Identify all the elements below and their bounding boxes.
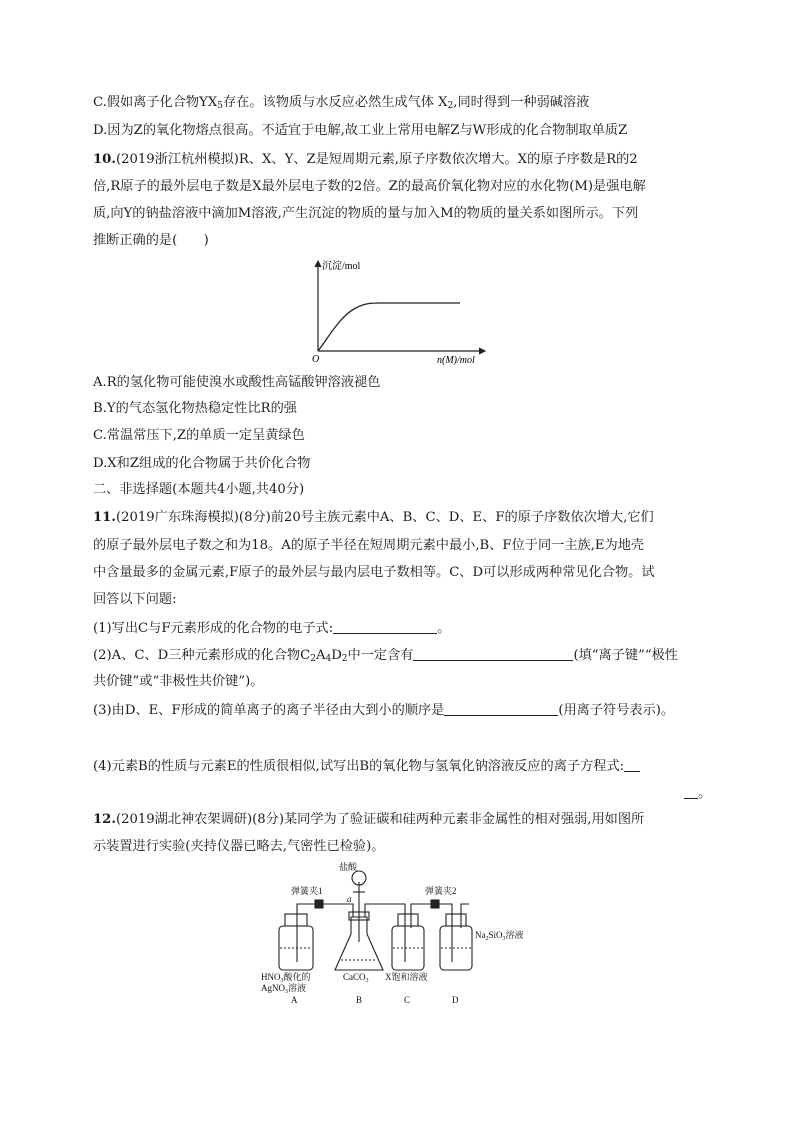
- letter-d: D: [452, 995, 459, 1005]
- q11-part-2-text-2: 中一定含有: [347, 648, 414, 663]
- formula-part: D: [331, 648, 342, 663]
- q10-line-4: 推断正确的是( ): [93, 233, 209, 248]
- subscript: 2: [310, 654, 316, 664]
- q10-line-2: 倍,R原子的最外层电子数是X最外层电子数的2倍。Z的最高价氧化物对应的水化物(M)是强电解: [93, 179, 646, 194]
- graph-xlabel: n(M)/mol: [437, 355, 475, 366]
- subscript: 5: [217, 101, 223, 111]
- q11-part-2-line-2: 共价键”或“非极性共价键”)。: [93, 674, 264, 689]
- answer-blank[interactable]: [624, 757, 640, 772]
- tube-d-vent: [461, 904, 469, 914]
- punct: 。: [698, 786, 712, 801]
- option-c-text-1: C.假如离子化合物YX: [93, 95, 218, 110]
- q11-part-3: [93, 701, 674, 720]
- label-bottle-c: X饱和溶液: [385, 972, 428, 982]
- label-bottle-a-1: $HNO_3$酸化的: [261, 972, 311, 984]
- q11-line-4: 回答以下问题:: [93, 592, 177, 607]
- q12-line-2: 示装置进行实验(夹持仪器已略去,气密性已检验)。: [93, 839, 385, 854]
- precipitate-graph: [300, 255, 500, 367]
- q10-line-3: 质,向Y的钠盐溶液中滴加M溶液,产生沉淀的物质的量与加入M的物质的量关系如图所示。下列: [93, 206, 639, 221]
- subscript: 4: [325, 654, 332, 664]
- bottle-a-stopper: [285, 914, 307, 926]
- bottle-d: [440, 926, 472, 970]
- question-number: 12.: [93, 812, 116, 827]
- tube-a-b: [297, 904, 353, 917]
- q11-part-3-text-2: (用离子符号表示)。: [558, 703, 675, 718]
- answer-blank[interactable]: [444, 701, 558, 716]
- q11-line-1: [93, 509, 654, 527]
- graph-ylabel: 沉淀/mol: [322, 261, 361, 272]
- q12-text: (2019湖北神农架调研)(8分)某同学为了验证碳和硅两种元素非金属性的相对强弱,用如图所: [115, 812, 645, 827]
- label-clamp-1: 弹簧夹1: [291, 886, 323, 896]
- letter-a: A: [291, 995, 298, 1005]
- q11-text: (2019广东珠海模拟)(8分)前20号主族元素中A、B、C、D、E、F的原子序数依次增大,它们: [115, 510, 654, 525]
- letter-c: C: [404, 995, 411, 1005]
- bottle-c-stopper: [398, 914, 418, 926]
- label-flask-b: CaCO$_3$: [343, 972, 369, 984]
- q11-part-1-text: (1)写出C与F元素形成的化合物的电子式:: [93, 621, 334, 636]
- option-c-text-3: ,同时得到一种弱碱溶液: [453, 95, 590, 110]
- q11-part-3-text: (3)由D、E、F形成的简单离子的离子半径由大到小的顺序是: [93, 703, 445, 718]
- q10-line-1: [93, 151, 638, 169]
- q11-part-4: [93, 757, 640, 776]
- q12-line-1: [93, 811, 644, 829]
- section-heading: 二、非选择题(本题共4小题,共40分): [93, 482, 305, 497]
- clamp-2: [431, 900, 439, 908]
- answer-blank[interactable]: [413, 646, 573, 661]
- subscript: 2: [447, 101, 454, 111]
- bottle-c: [392, 926, 424, 970]
- label-bottle-d: $Na_2SiO_3$溶液: [475, 930, 524, 942]
- answer-blank[interactable]: [333, 619, 437, 634]
- q11-line-2: 的原子最外层电子数之和为18。A的原子半径在短周期元素中最小,B、F位于同一主族,E为地壳: [93, 538, 645, 553]
- letter-b: B: [356, 995, 363, 1005]
- formula-part: A: [315, 648, 326, 663]
- q10-option-a: A.R的氢化物可能使溴水或酸性高锰酸钾溶液褪色: [93, 375, 381, 390]
- q11-part-2-text: (2)A、C、D三种元素形成的化合物C: [93, 648, 311, 663]
- option-c-text-2: 存在。该物质与水反应必然生成气体 X: [222, 95, 448, 110]
- bottle-d-stopper: [446, 914, 466, 926]
- option-c-line: [93, 94, 589, 112]
- q11-part-4-text: (4)元素B的性质与元素E的性质很相似,试写出B的氧化物与氢氧化钠溶液反应的离子方程式:: [93, 759, 625, 774]
- q11-line-3: 中含量最多的金属元素,F原子的最外层与最内层电子数相等。C、D可以形成两种常见化合物。试: [93, 565, 655, 580]
- clamp-1: [315, 900, 323, 908]
- q10-option-d: D.X和Z组成的化合物属于共价化合物: [93, 456, 311, 471]
- label-clamp-2: 弹簧夹2: [425, 886, 457, 896]
- answer-blank[interactable]: [684, 784, 698, 799]
- graph-origin: O: [312, 354, 320, 365]
- q10-text: (2019浙江杭州模拟)R、X、Y、Z是短周期元素,原子序数依次增大。X的原子序数是R的2: [115, 152, 638, 167]
- label-acid: 盐酸: [339, 862, 358, 872]
- q11-part-2-text-3: (填“离子键”“极性: [573, 648, 678, 663]
- apparatus-diagram: [255, 862, 545, 1007]
- label-bottle-a-2: AgNO$_3$溶液: [261, 983, 307, 995]
- tube-b-c: [365, 904, 405, 917]
- subscript: 2: [341, 654, 348, 664]
- label-a: a: [347, 894, 352, 904]
- precipitate-curve: [318, 303, 460, 351]
- question-number: 11.: [93, 510, 116, 525]
- option-d-line: D.因为Z的氧化物熔点很高。不适宜于电解,故工业上常用电解Z与W形成的化合物制取单质Z: [93, 123, 628, 138]
- q10-option-c: C.常温常压下,Z的单质一定呈黄绿色: [93, 428, 305, 443]
- q11-part-1: [93, 619, 450, 638]
- q11-part-4-line-2: [684, 784, 711, 803]
- q11-part-2: [93, 646, 678, 665]
- q10-option-b: B.Y的气态氢化物热稳定性比R的强: [93, 401, 297, 416]
- punct: 。: [437, 621, 451, 636]
- question-number: 10.: [93, 152, 116, 167]
